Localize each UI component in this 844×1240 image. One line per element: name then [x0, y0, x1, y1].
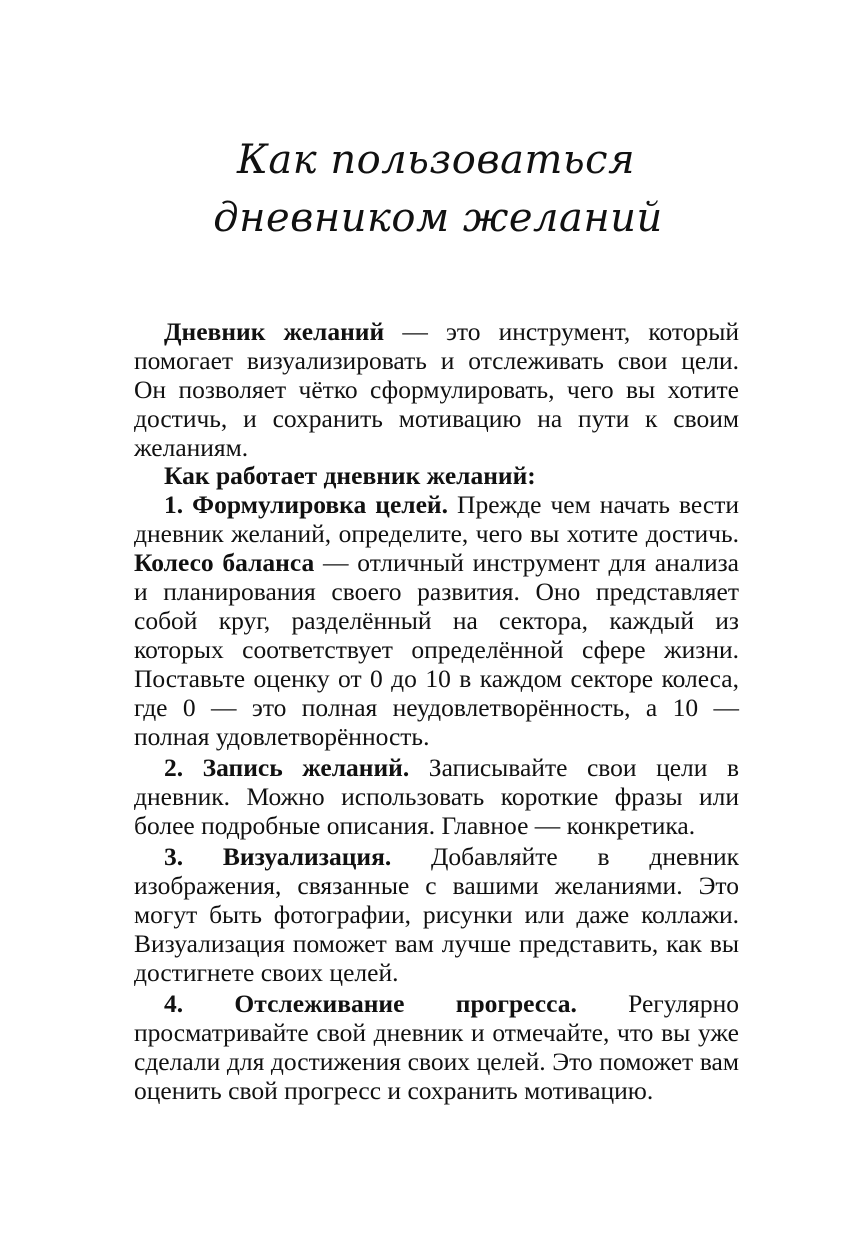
list-item-2-label: 2. Запись желаний.	[164, 753, 410, 782]
page-title-line-2: дневником желаний	[213, 195, 663, 241]
list-item-4-label: 4. Отслеживание прогресса.	[164, 989, 577, 1018]
list-item-1-text-continued: — отличный инструмент для анализа и планирования своего развития. Оно представляет собой круг, разделённый на сектора, каждый из которых соответствует определённой сфере жизни. Поставьте оценку от 0 до 10 в каждом секторе колеса, где 0 — это полная неудовлетворённость, а 10 — полная удовлетворённость.	[134, 548, 739, 751]
list-item-3-label: 3. Визуализация.	[164, 842, 392, 871]
intro-text: — это инструмент, который помогает визуализировать и отслеживать свои цели. Он позволяет чётко сформулировать, чего вы хотите достичь, и сохранить мотивацию на пути к своим желаниям.	[134, 317, 739, 462]
list-item-2-text: Записывайте свои цели в дневник. Можно использовать короткие фразы или более подробные описания. Главное — конкретика.	[134, 753, 739, 840]
list-item-2	[134, 753, 739, 840]
list-item-4	[134, 989, 739, 1105]
list-item-1-label: 1. Формулировка целей.	[164, 490, 448, 519]
section-heading: Как работает дневник желаний:	[164, 461, 536, 490]
list-item-4-text: Регулярно просматривайте свой дневник и отмечайте, что вы уже сделали для достижения своих целей. Это поможет вам оценить свой прогресс и сохранить мотивацию.	[134, 989, 739, 1105]
list-item-1-text: Прежде чем начать вести дневник желаний, определите, чего вы хотите достичь.	[134, 490, 739, 548]
list-item-1	[134, 490, 739, 751]
list-item-3-text: Добавляйте в дневник изображения, связанные с вашими желаниями. Это могут быть фотографии, рисунки или даже коллажи. Визуализация поможет вам лучше представить, как вы достигнете своих целей.	[134, 842, 740, 987]
list-item-1-sublabel: Колесо баланса	[134, 548, 315, 577]
page-title-line-1: Как пользоваться	[236, 137, 636, 183]
list-item-3	[134, 842, 739, 987]
intro-paragraph	[134, 317, 739, 462]
intro-term: Дневник желаний	[164, 317, 385, 346]
how-it-works-section	[134, 461, 739, 1107]
intro-block	[134, 317, 739, 462]
